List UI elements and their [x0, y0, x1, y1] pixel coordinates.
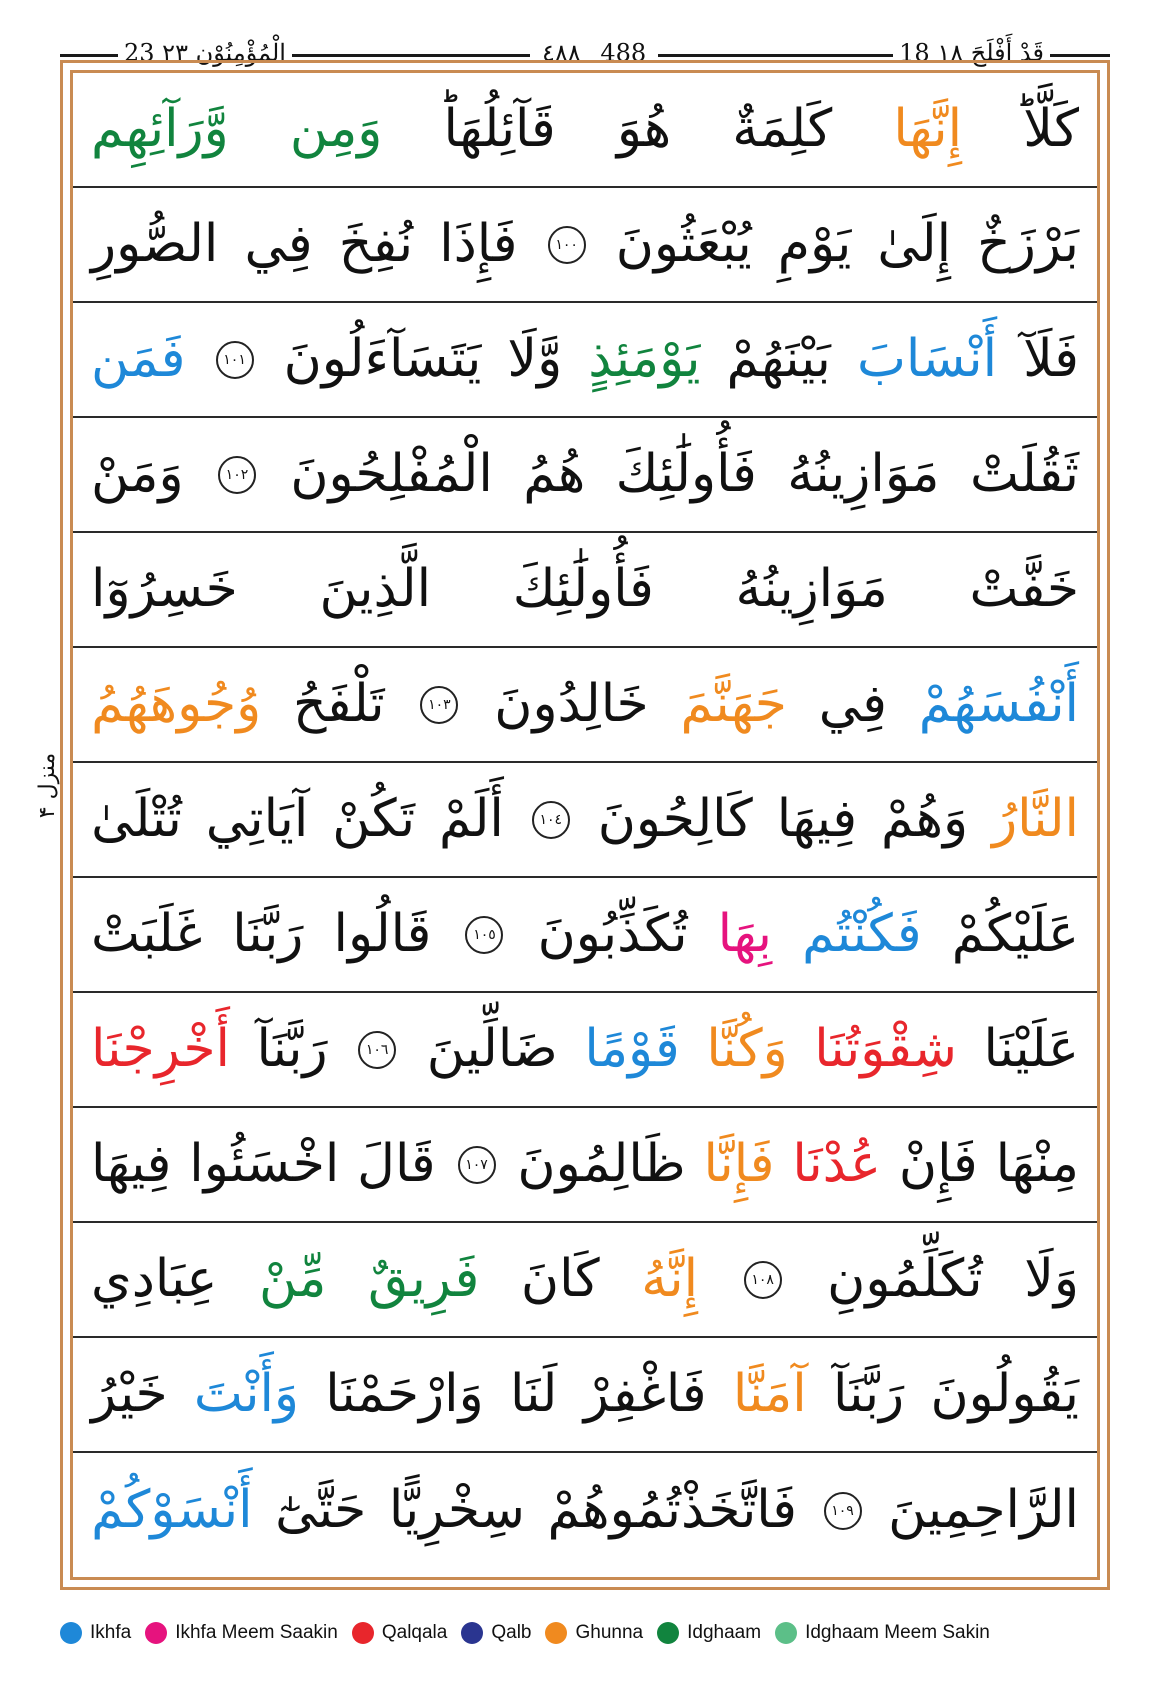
quran-word: تَلْفَحُ	[293, 674, 385, 734]
ayah-number-marker: ١٠٢	[218, 456, 256, 494]
quran-word: كَالِحُونَ	[597, 789, 753, 849]
quran-word: كَانَ	[520, 1249, 600, 1309]
legend-item	[145, 1622, 338, 1644]
ayah-number-marker: ١٠٤	[532, 801, 570, 839]
quran-word: وَأَنْتَ	[193, 1364, 299, 1424]
quran-word: فَلَآ	[1023, 329, 1079, 389]
quran-word: فَأُولَٰئِكَ	[615, 444, 757, 504]
legend-label: Ikhfa Meem Saakin	[175, 1622, 338, 1643]
quran-word: النَّارُ	[992, 789, 1079, 849]
quran-word: كَلَّاؕ	[1023, 99, 1079, 159]
quran-word: إِنَّهَا	[893, 99, 963, 159]
legend-color-dot	[657, 1622, 679, 1644]
quran-line	[73, 763, 1097, 878]
quran-word: خَيْرُ	[91, 1364, 168, 1424]
quran-line	[73, 533, 1097, 648]
legend-color-dot	[145, 1622, 167, 1644]
quran-word: رَبَّنَا	[232, 904, 304, 964]
quran-word: قَوْمًا	[584, 1019, 680, 1079]
quran-word: تُكَذِّبُونَ	[537, 904, 688, 964]
quran-word: جَهَنَّمَ	[680, 674, 787, 734]
quran-word: فَكُنْتُم	[802, 904, 922, 964]
legend-color-dot	[60, 1622, 82, 1644]
page-number-arabic: ٤٨٨	[542, 39, 581, 67]
quran-word: ضَالِّينَ	[426, 1019, 558, 1079]
quran-word: عِبَادِي	[91, 1249, 218, 1309]
quran-word: فِي	[818, 674, 887, 734]
quran-word: فِيهَا	[91, 1134, 172, 1194]
quran-word: رَبَّنَآ	[833, 1364, 905, 1424]
quran-word: فَأُولَٰئِكَ	[512, 559, 654, 619]
quran-word: إِلَىٰ	[877, 214, 952, 274]
ayah-number-marker: ١٠٧	[458, 1146, 496, 1184]
legend-label: Qalb	[491, 1622, 532, 1643]
quran-line	[73, 1338, 1097, 1453]
quran-line	[73, 418, 1097, 533]
quran-word: وَكُنَّا	[706, 1019, 788, 1079]
legend-item	[352, 1622, 448, 1644]
quran-line	[73, 1453, 1097, 1568]
legend-label: Ghunna	[575, 1622, 644, 1643]
legend-label: Qalqala	[381, 1622, 448, 1643]
manzil-label: منزل ۴	[35, 752, 61, 818]
quran-word: غَلَبَتْ	[91, 904, 203, 964]
quran-line	[73, 648, 1097, 763]
quran-word: يَقُولُونَ	[930, 1364, 1079, 1424]
legend-color-dot	[461, 1622, 483, 1644]
juz-name: 18 قَدْ أَفْلَحَ ١٨	[893, 36, 1050, 70]
surah-name: 23 الْمُؤْمِنُوْن ٢٣	[118, 36, 292, 70]
quran-word: آيَاتِي	[205, 789, 309, 849]
legend-color-dot	[545, 1622, 567, 1644]
quran-word: وَّرَآئِهِم	[91, 99, 229, 159]
quran-word: ظَالِمُونَ	[517, 1134, 686, 1194]
quran-word: يَوْمَئِذٍ	[588, 329, 701, 389]
quran-word: فَاتَّخَذْتُمُوهُمْ	[547, 1480, 798, 1540]
quran-word: تُكَلِّمُونِ	[827, 1249, 983, 1309]
quran-word: وَمِن	[289, 99, 383, 159]
quran-line	[73, 73, 1097, 188]
quran-word: وَّلَا	[507, 329, 563, 389]
ayah-number-marker: ١٠٨	[744, 1261, 782, 1299]
quran-word: بَرْزَخٌ	[977, 214, 1079, 274]
quran-word: عَلَيْكُمْ	[951, 904, 1079, 964]
legend-label: Ikhfa	[90, 1622, 132, 1643]
ayah-number-marker: ١٠٩	[824, 1492, 862, 1530]
quran-word: أَخْرِجْنَا	[91, 1019, 230, 1079]
legend-color-dot	[352, 1622, 374, 1644]
ayah-number-marker: ١٠١	[216, 341, 254, 379]
quran-word: فَمَن	[91, 329, 186, 389]
quran-word: تُتْلَىٰ	[91, 789, 182, 849]
legend-item	[461, 1622, 531, 1644]
quran-word: بَيْنَهُمْ	[726, 329, 831, 389]
ayah-number-marker: ١٠٠	[548, 226, 586, 264]
quran-word: مَوَازِينُهُ	[735, 559, 888, 619]
quran-word: فَإِنْ	[898, 1134, 978, 1194]
quran-word: عُدْنَا	[792, 1134, 881, 1194]
quran-word: مَوَازِينُهُ	[787, 444, 940, 504]
quran-word: آمَنَّا	[732, 1364, 807, 1424]
quran-word: هُوَ	[616, 99, 672, 159]
quran-word: حَتَّىٰٓ	[275, 1480, 367, 1540]
quran-word: يَوْمِ	[777, 214, 852, 274]
quran-word: اخْسَئُوا	[189, 1134, 340, 1194]
quran-word: بِهَا	[717, 904, 772, 964]
quran-word: عَلَيْنَا	[983, 1019, 1079, 1079]
legend-item	[775, 1622, 990, 1644]
quran-word: قَالُوا	[333, 904, 432, 964]
quran-text-area	[70, 70, 1100, 1580]
quran-word: قَالَ	[357, 1134, 436, 1194]
quran-line	[73, 188, 1097, 303]
quran-word: خَفَّتْ	[969, 559, 1079, 619]
quran-word: وَهُمْ	[881, 789, 969, 849]
quran-word: وَلَا	[1024, 1249, 1079, 1309]
quran-word: يَتَسَآءَلُونَ	[283, 329, 482, 389]
legend-item	[657, 1622, 761, 1644]
quran-word: قَآئِلُهَاؕ	[443, 99, 556, 159]
quran-word: الَّذِينَ	[319, 559, 432, 619]
quran-word: أَلَمْ	[438, 789, 504, 849]
quran-line	[73, 993, 1097, 1108]
quran-word: خَالِدُونَ	[494, 674, 649, 734]
ayah-number-marker: ١٠٣	[420, 686, 458, 724]
quran-word: كَلِمَةٌ	[732, 99, 833, 159]
legend-label: Idghaam	[687, 1622, 762, 1643]
quran-word: أَنْسَابَ	[856, 329, 998, 389]
ayah-number-marker: ١٠٦	[358, 1031, 396, 1069]
quran-word: ثَقُلَتْ	[969, 444, 1079, 504]
quran-word: فِي	[244, 214, 313, 274]
quran-word: وَارْحَمْنَا	[325, 1364, 484, 1424]
page-number: 488	[600, 39, 647, 67]
quran-word: أَنْفُسَهُمْ	[918, 674, 1079, 734]
tajweed-legend	[60, 1616, 1140, 1650]
quran-word: وُجُوهَهُمُ	[91, 674, 262, 734]
quran-word: فَإِنَّا	[703, 1134, 775, 1194]
quran-word: فَإِذَا	[439, 214, 518, 274]
quran-word: وَمَنْ	[91, 444, 184, 504]
quran-word: الرَّاحِمِينَ	[888, 1480, 1079, 1540]
quran-word: رَبَّنَآ	[256, 1019, 328, 1079]
quran-word: مِّنْ	[258, 1249, 327, 1309]
quran-word: فَاغْفِرْ	[583, 1364, 707, 1424]
quran-word: يُبْعَثُونَ	[615, 214, 752, 274]
quran-word: مِنْهَا	[995, 1134, 1079, 1194]
quran-line	[73, 303, 1097, 418]
quran-word: لَنَا	[510, 1364, 558, 1424]
legend-label: Idghaam Meem Sakin	[805, 1622, 990, 1643]
quran-word: تَكُنْ	[332, 789, 416, 849]
quran-line	[73, 1223, 1097, 1338]
quran-word: إِنَّهُ	[641, 1249, 699, 1309]
quran-word: شِقْوَتُنَا	[814, 1019, 957, 1079]
quran-line	[73, 1108, 1097, 1223]
legend-item	[545, 1622, 643, 1644]
quran-word: أَنْسَوْكُمْ	[91, 1480, 253, 1540]
quran-word: فِيهَا	[776, 789, 858, 849]
quran-word: فَرِيقٌ	[367, 1249, 480, 1309]
legend-item	[60, 1622, 131, 1644]
quran-line	[73, 878, 1097, 993]
quran-word: الْمُفْلِحُونَ	[290, 444, 493, 504]
quran-word: سِخْرِيًّا	[388, 1480, 526, 1540]
quran-word: الصُّورِ	[91, 214, 219, 274]
quran-word: خَسِرُوٓا	[91, 559, 238, 619]
quran-word: نُفِخَ	[338, 214, 414, 274]
ayah-number-marker: ١٠٥	[465, 916, 503, 954]
legend-color-dot	[775, 1622, 797, 1644]
quran-word: هُمُ	[523, 444, 586, 504]
